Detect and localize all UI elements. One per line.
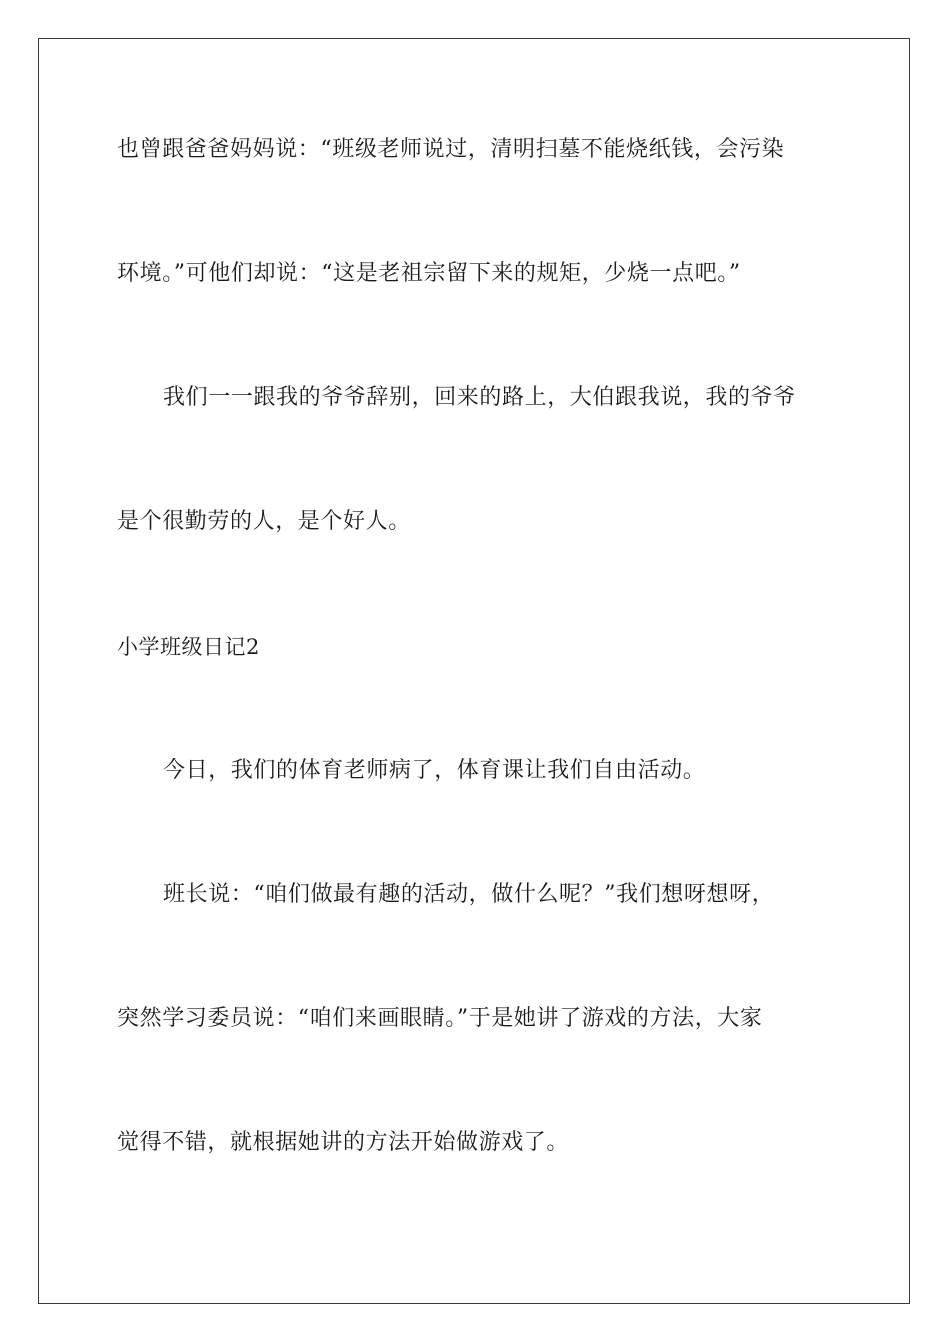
section-heading: 小学班级日记2 xyxy=(117,635,260,659)
page-border xyxy=(38,38,910,1304)
paragraph-line: 今日，我们的体育老师病了，体育课让我们自由活动。 xyxy=(163,758,706,783)
paragraph-line: 我们一一跟我的爷爷辞别，回来的路上，大伯跟我说，我的爷爷 xyxy=(163,385,796,410)
paragraph-line: 突然学习委员说：“咱们来画眼睛。”于是她讲了游戏的方法，大家 xyxy=(117,1006,763,1031)
paragraph-line: 觉得不错，就根据她讲的方法开始做游戏了。 xyxy=(117,1130,570,1155)
paragraph-line: 也曾跟爸爸妈妈说：“班级老师说过，清明扫墓不能烧纸钱，会污染 xyxy=(117,137,785,162)
paragraph-line: 环境。”可他们却说：“这是老祖宗留下来的规矩，少烧一点吧。” xyxy=(117,261,741,286)
paragraph-line: 班长说：“咱们做最有趣的活动，做什么呢？”我们想呀想呀， xyxy=(163,882,775,907)
paragraph-line: 是个很勤劳的人，是个好人。 xyxy=(117,509,411,534)
